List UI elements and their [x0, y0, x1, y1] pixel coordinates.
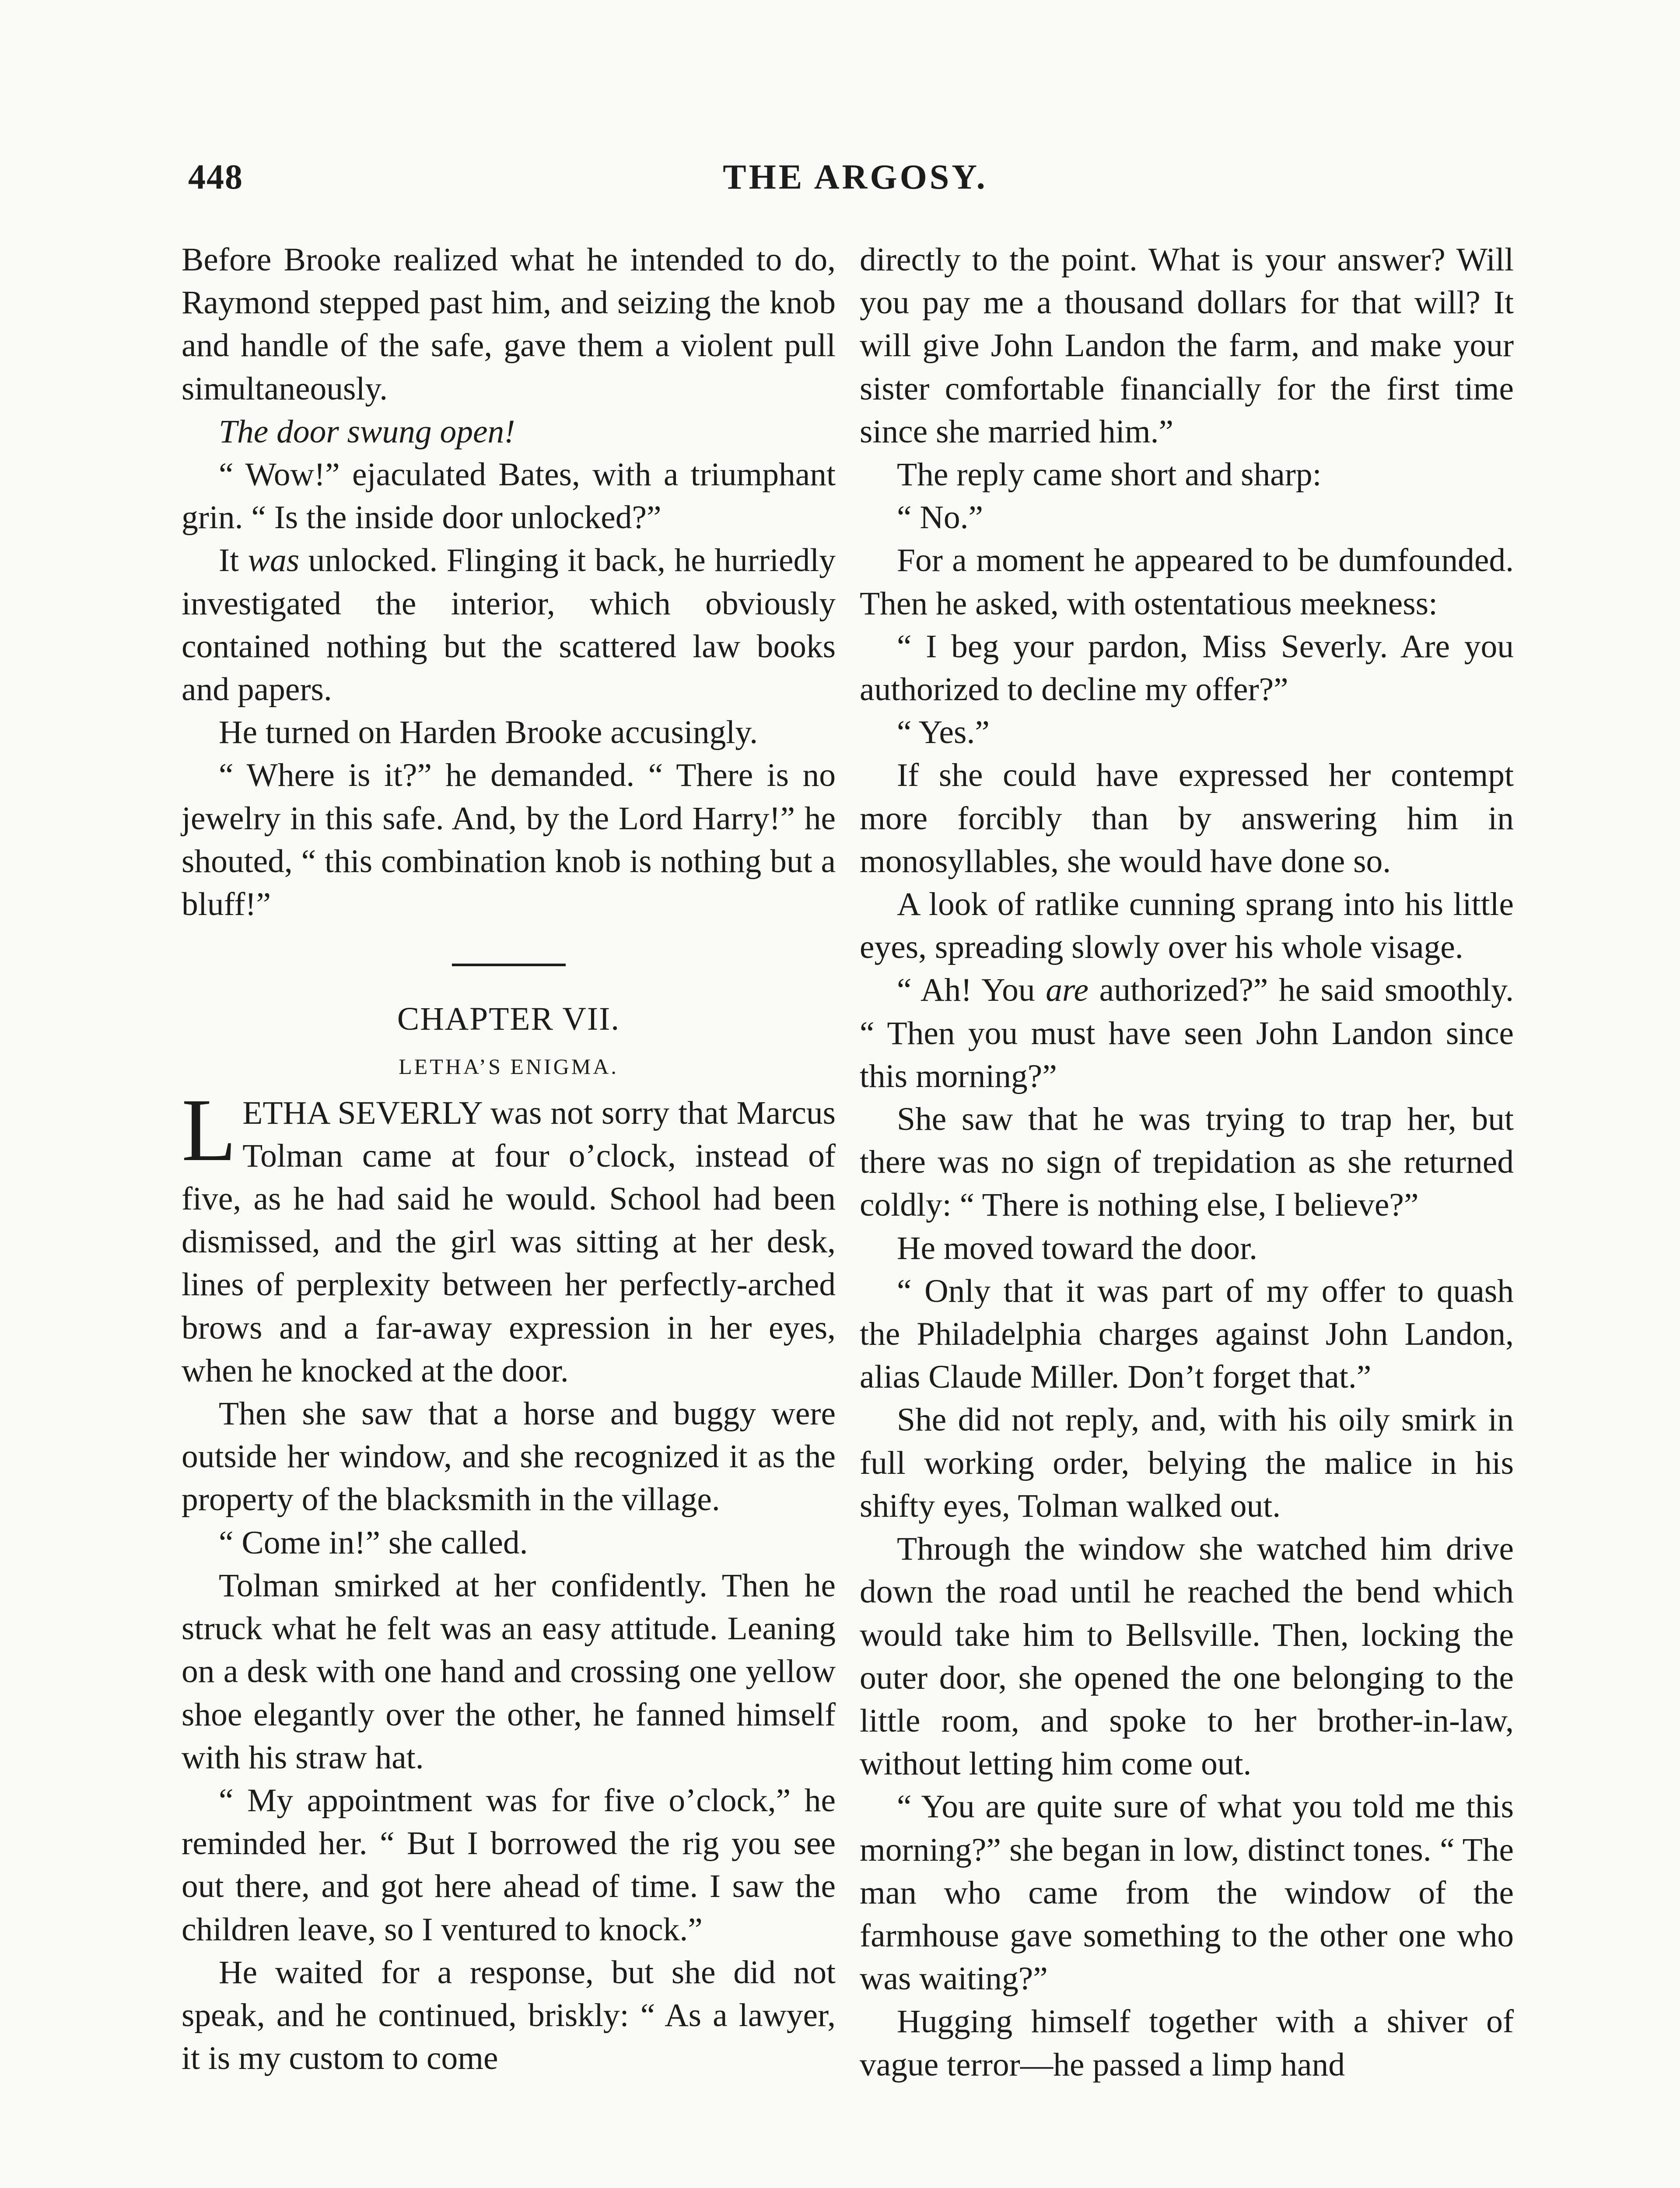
paragraph: “ Only that it was part of my offer to quash the Philadelphia charges against John Landon, alias Claude Miller. Don’t forget that.” — [860, 1273, 1514, 1396]
paragraph: The door swung open! — [219, 413, 515, 450]
paragraph: Then she saw that a horse and buggy were outside her window, and she recognized it as the property of the blacksmith in the village. — [182, 1396, 836, 1518]
paragraph: Tolman smirked at her confidently. Then he struck what he felt was an easy attitude. Leaning on a desk with one hand and crossing one yellow shoe elegantly over the other, he fanned himself with his straw hat. — [182, 1567, 836, 1776]
paragraph: directly to the point. What is your answer? Will you pay me a thousand dollars for that will? It will give John Landon the farm, and make your sister comfortable financially for the first time since she married him.” — [860, 242, 1514, 450]
chapter-subtitle: LETHA’S ENIGMA. — [399, 1054, 619, 1079]
paragraph: He moved toward the door. — [897, 1230, 1258, 1266]
paragraph — [860, 969, 1514, 1098]
page-header — [188, 158, 1522, 210]
text-run: “ Ah! You — [897, 972, 1046, 1009]
paragraph: “ Yes.” — [897, 714, 990, 751]
paragraph — [182, 539, 836, 711]
drop-cap: L — [182, 1080, 237, 1180]
paragraph: “ My appointment was for five o’clock,” he reminded her. “ But I borrowed the rig you see out there, and got here ahead of time. I saw the children leave, so I ventured to knock.” — [182, 1782, 836, 1948]
paragraph: For a moment he appeared to be dumfounded. Then he asked, with ostentatious meekness: — [860, 542, 1514, 622]
paragraph: Through the window she watched him drive down the road until he reached the bend which would take him to Bellsville. Then, locking the outer door, she opened the one belonging to the little room, and spoke to her brother-in-law, without letting him come out. — [860, 1531, 1514, 1782]
paragraph: He waited for a response, but she did not speak, and he continued, briskly: “ As a lawyer, it is my custom to come — [182, 1954, 836, 2077]
running-title: THE ARGOSY. — [723, 158, 988, 196]
paragraph: If she could have expressed her contempt more forcibly than by answering him in monosyllables, she would have done so. — [860, 757, 1514, 880]
paragraph: He turned on Harden Brooke accusingly. — [219, 714, 758, 751]
paragraph: “ You are quite sure of what you told me this morning?” she began in low, distinct tones. “ The man who came from the window of the farmhouse gave something to the other one who was waiting?” — [860, 1788, 1514, 1997]
paragraph: She saw that he was trying to trap her, but there was no sign of trepidation as she returned coldly: “ There is nothing else, I believe?” — [860, 1101, 1514, 1224]
paragraph: The reply came short and sharp: — [897, 456, 1322, 493]
paragraph: “ No.” — [897, 499, 984, 536]
chapter-heading: CHAPTER VII. — [397, 1001, 620, 1038]
paragraph — [182, 1080, 836, 1392]
paragraph: A look of ratlike cunning sprang into his little eyes, spreading slowly over his whole visage. — [860, 886, 1514, 966]
emphasis-text: was — [248, 542, 300, 579]
paragraph: “ Where is it?” he demanded. “ There is no jewelry in this safe. And, by the Lord Harry!” he shouted, “ this combination knob is nothing but a bluff!” — [182, 757, 836, 923]
paragraph: She did not reply, and, with his oily smirk in full working order, belying the malice in his shifty eyes, Tolman walked out. — [860, 1402, 1514, 1524]
right-column — [860, 238, 1514, 2086]
text-run: authorized?” he said smoothly. “ Then you must have seen John Landon since this morning?” — [860, 972, 1514, 1094]
text-run: ETHA SEVERLY was not sorry that Marcus Tolman came at four o’clock, instead of five, as he had said he would. School had been dismissed, and the girl was sitting at her desk, lines of perplexity between her perfectly-arched brows and a far-away expression in her eyes, when he knocked at the door. — [182, 1094, 836, 1389]
text-run: It — [219, 542, 248, 579]
section-divider — [452, 964, 566, 966]
text-run: unlocked. Flinging it back, he hurriedly investigated the interior, which obviously contained nothing but the scattered law books and papers. — [182, 542, 836, 708]
paragraph: Hugging himself together with a shiver of vague terror—he passed a limp hand — [860, 2003, 1514, 2083]
paragraph: “ Wow!” ejaculated Bates, with a triumphant grin. “ Is the inside door unlocked?” — [182, 456, 836, 536]
page-number: 448 — [188, 158, 243, 196]
paragraph: “ I beg your pardon, Miss Severly. Are you authorized to decline my offer?” — [860, 628, 1514, 708]
left-column — [182, 238, 836, 2080]
emphasis-text: are — [1046, 972, 1089, 1009]
paragraph: “ Come in!” she called. — [219, 1524, 528, 1561]
paragraph: Before Brooke realized what he intended to do, Raymond stepped past him, and seizing the knob and handle of the safe, gave them a violent pull simultaneously. — [182, 242, 836, 407]
